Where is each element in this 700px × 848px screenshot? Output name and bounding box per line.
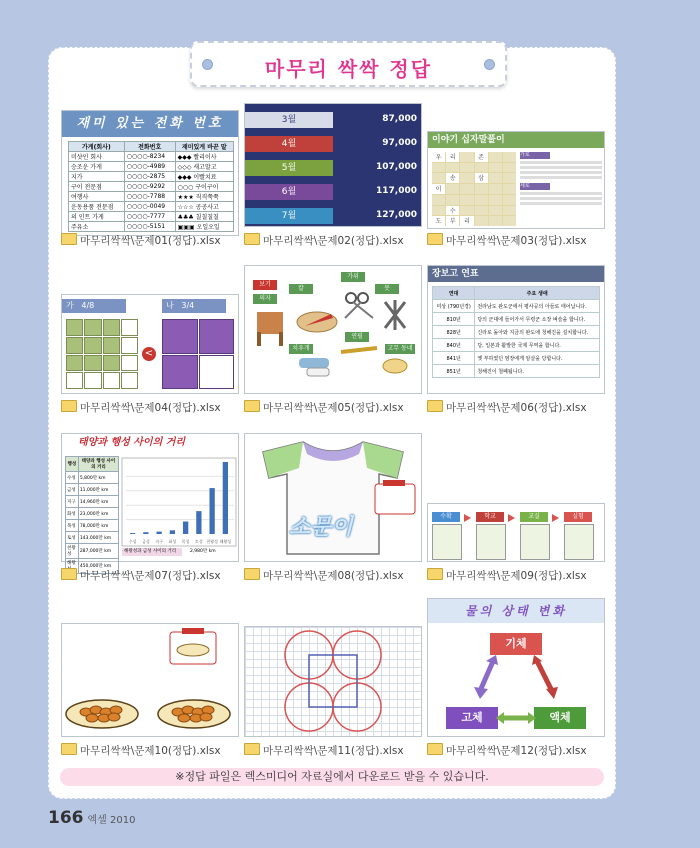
crossword-cell [475, 184, 488, 194]
shirt-word: 소문이 [289, 515, 353, 540]
chart-tick-label: 토성 [195, 539, 203, 544]
chart-bar [156, 532, 161, 534]
chart-tick-label: 수성 [128, 539, 137, 544]
grid-cell [103, 372, 120, 389]
step-label: 교실 [520, 512, 548, 522]
distance-chart [122, 458, 236, 546]
tag-scissors: 가위 [341, 272, 365, 282]
page-title: 마무리 싹싹 정답 [264, 57, 433, 81]
folder-icon [244, 568, 260, 580]
crossword-cell [489, 173, 502, 183]
month-label: 7월 [245, 208, 333, 224]
month-row [245, 160, 421, 176]
thumb6-row: 810년 당의 군대에 들어가서 무령군 소장 벼슬을 합니다. [433, 313, 600, 326]
thumbnail-07[interactable] [61, 433, 239, 569]
grid-cell [162, 319, 198, 354]
tshirt-illustration [245, 434, 421, 561]
thumbnail-09[interactable] [427, 503, 605, 562]
crossword-cell: 송 [446, 173, 459, 183]
grid-cell [162, 355, 198, 390]
thumbnail-05[interactable] [244, 265, 422, 394]
fraction-grid-b [162, 319, 234, 389]
crossword-cell: 이 [432, 184, 445, 194]
thumbnail-10[interactable] [61, 623, 239, 737]
state-arrows [428, 599, 604, 736]
folder-icon [61, 233, 77, 245]
crossword-cell [503, 195, 516, 205]
chart-bar [170, 530, 175, 534]
thumb6-title: 장보고 연표 [428, 266, 604, 282]
thumb1-row: 여행사 ○○○○-7788 ★★★ 직직쭉쭉 [69, 192, 234, 202]
arrow-right-icon [464, 514, 471, 522]
thumb7-row: 금성 11,000만 km [66, 484, 119, 496]
crossword-grid [432, 152, 516, 226]
chart-caption: 해왕성과 금성 사이의 거리 [122, 548, 182, 556]
thumb7-row: 토성 143,000만 km [66, 532, 119, 544]
arrow-right-icon [552, 514, 559, 522]
grid-cell [103, 355, 120, 372]
page-number: 166 엑셀 2010 [48, 808, 136, 828]
tools-illustration [245, 266, 421, 393]
thumb7-row: 화성 23,000만 km [66, 508, 119, 520]
thumb6-row: 841년 옛 부하였던 염장에게 암살을 당합니다. [433, 352, 600, 365]
month-row [245, 184, 421, 200]
grid-cell [84, 355, 101, 372]
crossword-cell [503, 173, 516, 183]
tag-eraser: 치우개 [289, 344, 313, 354]
step-picture [564, 524, 594, 560]
crossword-cell [489, 195, 502, 205]
thumb7-row: 지구 14,960만 km [66, 496, 119, 508]
crossword-cell [503, 152, 516, 162]
bread-plates-illustration [62, 624, 238, 736]
folder-icon [61, 400, 77, 412]
crossword-cell [432, 195, 445, 205]
crossword-cell [460, 206, 473, 216]
crossword-cell [432, 206, 445, 216]
grid-cell [84, 372, 101, 389]
grid-cell [199, 355, 235, 390]
chart-bar [223, 462, 228, 534]
thumb1-row: 주유소 ○○○○-5151 ▣▣▣ 오일오일 [69, 222, 234, 232]
step-label: 학교 [476, 512, 504, 522]
grid-cell [103, 319, 120, 336]
thumb6-row: 미상 (790년경) 전라남도 완도군에서 평사공의 아들로 태어납니다. [433, 300, 600, 313]
crossword-cell [475, 206, 488, 216]
chart-bar [183, 522, 188, 534]
title-banner [190, 41, 507, 87]
state-gas: 기체 [490, 633, 542, 655]
thumb7-row: 천왕성 287,000만 km [66, 544, 119, 559]
arrow-right-icon [508, 514, 515, 522]
folder-icon [244, 233, 260, 245]
crossword-cell: 존 [475, 152, 488, 162]
thumbnail-04[interactable] [61, 294, 239, 394]
thumb3-title: 이야기 십자말풀이 [428, 132, 604, 148]
chart-bar [196, 511, 201, 534]
caption-01: 마무리싹싹\문제01(정답).xlsx [61, 233, 221, 247]
crossword-cell [489, 206, 502, 216]
month-value: 127,000 [376, 210, 417, 220]
chart-tick-label: 화성 [168, 539, 177, 544]
thumb6-row: 828년 신라로 돌아와 지금의 완도에 청해진을 설치합니다. [433, 326, 600, 339]
thumb7-row: 해왕 450,000만 km [66, 559, 119, 574]
grid-cell [103, 337, 120, 354]
state-liquid: 액체 [534, 707, 586, 729]
month-value: 97,000 [382, 138, 417, 148]
step-label: 수확 [432, 512, 460, 522]
chart-tick-label: 금성 [142, 539, 150, 544]
caption-06: 마무리싹싹\문제06(정답).xlsx [427, 400, 587, 414]
crossword-cell [489, 163, 502, 173]
month-value: 87,000 [382, 114, 417, 124]
thumb1-table: 가게(회사) 전화번호 재미있게 바꾼 말 미샷인 회사 ○○○○-8234 ◆◆◆ 빨리이사 승조운 가게 ○○○○-4989 ◇◇◇ 새고말고 지가 ○○○○-2875 ◆◆◆ 이빨치료 구이 전문점 ○○○○-9292 ○○○ 구이구이 여행사 ○○○○-7788 ★★★ 직직쭉쭉 운동용품 전문점 ○○○○-0049 ☆☆☆ 공공사고 의 인트 가게 ○○○○-7777 ♣♣♣ 칠칠칠칠 주유소 ○○○○-5151 ▣▣▣ 오일오일 [68, 141, 234, 232]
state-solid: 고체 [446, 707, 498, 729]
thumb1-row: 구이 전문점 ○○○○-9292 ○○○ 구이구이 [69, 182, 234, 192]
crossword-cell: 리 [446, 152, 459, 162]
crossword-cell [446, 195, 459, 205]
chart-tick-label: 지구 [155, 539, 163, 544]
crossword-cell [432, 163, 445, 173]
grid-cell [66, 355, 83, 372]
chart-bar [143, 532, 148, 534]
month-row [245, 208, 421, 224]
download-notice: ※정답 파일은 렉스미디어 자료실에서 다운로드 받을 수 있습니다. [60, 768, 604, 786]
crossword-cell [432, 173, 445, 183]
thumb1-row: 승조운 가게 ○○○○-4989 ◇◇◇ 새고말고 [69, 162, 234, 172]
crossword-cell [460, 152, 473, 162]
thumb1-title: 재미 있는 전화 번호 [62, 111, 238, 137]
folder-icon [244, 743, 260, 755]
thumb4-label-b: 나 3/4 [162, 299, 226, 313]
crossword-cell [503, 216, 516, 226]
month-label: 6월 [245, 184, 333, 200]
chart-value: 2,980만 km [190, 549, 216, 554]
crossword-cell: 삼 [475, 173, 488, 183]
month-row [245, 136, 421, 152]
crossword-cell [460, 195, 473, 205]
step-picture [476, 524, 506, 560]
caption-08: 마무리싹싹\문제08(정답).xlsx [244, 568, 404, 582]
grid-cell [66, 337, 83, 354]
folder-icon [427, 233, 443, 245]
caption-05: 마무리싹싹\문제05(정답).xlsx [244, 400, 404, 414]
month-label: 4월 [245, 136, 333, 152]
thumb12-title: 물의 상태 변화 [428, 599, 604, 623]
grid-cell [121, 355, 138, 372]
caption-10: 마무리싹싹\문제10(정답).xlsx [61, 743, 221, 757]
chart-tick-label: 해왕성 [219, 539, 232, 544]
chart-tick-label: 목성 [181, 539, 190, 544]
thumb1-row: 의 인트 가게 ○○○○-7777 ♣♣♣ 칠칠칠칠 [69, 212, 234, 222]
caption-02: 마무리싹싹\문제02(정답).xlsx [244, 233, 404, 247]
step-label: 실험 [564, 512, 592, 522]
thumb4-label-a: 가 4/8 [62, 299, 126, 313]
chart-bar [209, 488, 214, 534]
thumb1-row: 운동용품 전문점 ○○○○-0049 ☆☆☆ 공공사고 [69, 202, 234, 212]
thumbnail-08[interactable] [244, 433, 422, 562]
page-footer: 엑셀 2010 [87, 815, 136, 826]
grid-cell [84, 337, 101, 354]
folder-icon [427, 743, 443, 755]
grid-cell [121, 337, 138, 354]
grid-cell [199, 319, 235, 354]
tag-knife: 칼 [289, 284, 313, 294]
thumb7-title: 태양과 행성 사이의 거리 [78, 437, 186, 448]
crossword-cell: 수 [446, 206, 459, 216]
crossword-cell [503, 184, 516, 194]
month-row [245, 112, 421, 128]
fraction-grid-a [66, 319, 138, 389]
crossword-cell [446, 163, 459, 173]
caption-12: 마무리싹싹\문제12(정답).xlsx [427, 743, 587, 757]
month-value: 107,000 [376, 162, 417, 172]
thumb7-table: 행성 태양과 행성 사이의 거리 수성 5,800만 km 금성 11,000만 km 지구 14,960만 km 화성 23,000만 km 목성 78,000만 km 토성 143,000만 km 천왕성 287,000만 km 해왕 450,000만 km [65, 456, 119, 574]
caption-07: 마무리싹싹\문제07(정답).xlsx [61, 568, 221, 582]
thumb1-row: 미샷인 회사 ○○○○-8234 ◆◆◆ 빨리이사 [69, 152, 234, 162]
thumb6-table: 연대 주요 생애 미상 (790년경) 전라남도 완도군에서 평사공의 아들로 태어납니다. 810년 당의 군대에 들어가서 무령군 소장 벼슬을 합니다. 828년 신라로 돌아와 지금의 완도에 청해진을 설치합니다. 840년 당, 일본과 활발한 국제 무역을 합니다. 841년 옛 부하였던 염장에게 암살을 당합니다. 851년 청해진이 철폐됩니다. [432, 286, 600, 378]
thumbnail-03[interactable] [427, 131, 605, 229]
tag-chair: 의자 [253, 294, 277, 304]
thumb7-row: 목성 78,000만 km [66, 520, 119, 532]
folder-icon [427, 568, 443, 580]
crossword-cell [503, 206, 516, 216]
folder-icon [427, 400, 443, 412]
thumb1-row: 지가 ○○○○-2875 ◆◆◆ 이빨치료 [69, 172, 234, 182]
month-label: 3월 [245, 112, 333, 128]
crossword-cell: 도 [432, 216, 445, 226]
grid-cell [121, 319, 138, 336]
tag-pencil: 연필 [345, 332, 369, 342]
caption-11: 마무리싹싹\문제11(정답).xlsx [244, 743, 404, 757]
crossword-cell [475, 216, 488, 226]
folder-icon [244, 400, 260, 412]
circles-drawing [245, 627, 421, 736]
crossword-cell [489, 152, 502, 162]
crossword-cell: 부 [446, 216, 459, 226]
crossword-cell [460, 173, 473, 183]
thumb7-row: 수성 5,800만 km [66, 472, 119, 484]
crossword-cell [446, 184, 459, 194]
thumbnail-12[interactable] [427, 598, 605, 737]
thumbnail-11[interactable] [244, 626, 422, 737]
chart-bar [130, 533, 135, 534]
crossword-cell [489, 216, 502, 226]
caption-04: 마무리싹싹\문제04(정답).xlsx [61, 400, 221, 414]
crossword-cell [460, 163, 473, 173]
crossword-cell: 우 [432, 152, 445, 162]
crossword-cell [489, 184, 502, 194]
grid-cell [66, 319, 83, 336]
crossword-cell: 리 [460, 216, 473, 226]
chart-tick-label: 천왕성 [206, 539, 218, 544]
grid-cell [66, 372, 83, 389]
step-picture [432, 524, 462, 560]
thumbnail-01[interactable] [61, 110, 239, 236]
tag-example: 보기 [253, 280, 277, 290]
crossword-cell [475, 163, 488, 173]
caption-09: 마무리싹싹\문제09(정답).xlsx [427, 568, 587, 582]
thumbnail-02[interactable] [244, 103, 422, 227]
caption-03: 마무리싹싹\문제03(정답).xlsx [427, 233, 587, 247]
crossword-cell [460, 184, 473, 194]
crossword-clues: 가로 세로 [520, 152, 602, 226]
crossword-cell [503, 163, 516, 173]
crossword-cell [475, 195, 488, 205]
folder-icon [61, 743, 77, 755]
folder-icon [61, 568, 77, 580]
compare-sign: < [142, 347, 156, 361]
thumbnail-06[interactable] [427, 265, 605, 394]
tag-rubber: 고무 동네 [385, 344, 415, 354]
month-label: 5월 [245, 160, 333, 176]
step-picture [520, 524, 550, 560]
grid-cell [121, 372, 138, 389]
tag-nail: 못 [375, 284, 399, 294]
thumb6-row: 840년 당, 일본과 활발한 국제 무역을 합니다. [433, 339, 600, 352]
thumb6-row: 851년 청해진이 철폐됩니다. [433, 365, 600, 378]
month-value: 117,000 [376, 186, 417, 196]
grid-cell [84, 319, 101, 336]
